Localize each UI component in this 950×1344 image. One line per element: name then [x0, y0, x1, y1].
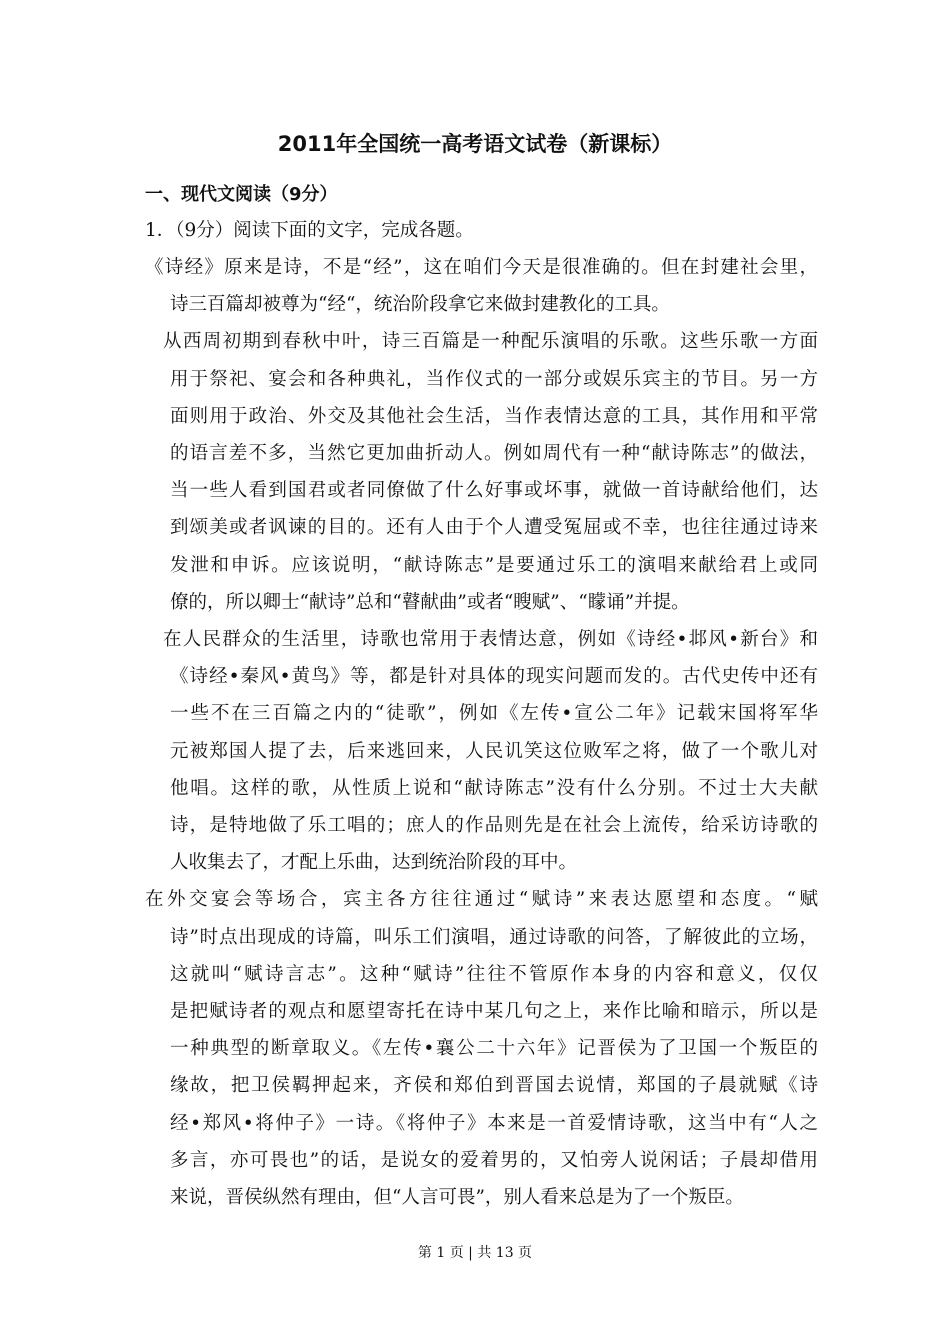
passage-line: 发泄和申诉。应该说明，“献诗陈志”是要通过乐工的演唱来献给君上或同	[170, 554, 818, 576]
passage-line: 僚的，所以卿士“献诗”总和“瞽献曲”或者“瞍赋”、“矇诵”并提。	[170, 591, 690, 613]
question-prompt: 1．（9分）阅读下面的文字，完成各题。	[145, 220, 474, 241]
passage-line: 诗，是特地做了乐工唱的；庶人的作品则先是在社会上流传，给采访诗歌的	[170, 815, 818, 836]
passage-line: 来说，晋侯纵然有理由，但“人言可畏”，别人看来总是为了一个叛臣。	[170, 1187, 744, 1208]
passage-line: 到颂美或者讽谏的目的。还有人由于个人遭受冤屈或不幸，也往往通过诗来	[170, 517, 818, 539]
passage-line: 用于祭祀、宴会和各种典礼，当作仪式的一部分或娱乐宾主的节目。另一方	[170, 368, 818, 390]
passage-line: 一些不在三百篇之内的“徒歌”，例如《左传•宣公二年》记载宋国将军华	[170, 703, 818, 725]
passage-line: 在外交宴会等场合，宾主各方往往通过“赋诗”来表达愿望和态度。“赋	[145, 889, 818, 911]
passage-line: 这就叫“赋诗言志”。这种“赋诗”往往不管原作本身的内容和意义，仅仅	[170, 963, 818, 985]
passage-line: 当一些人看到国君或者同僚做了什么好事或坏事，就做一首诗献给他们，达	[170, 480, 818, 502]
passage-line: 诗”时点出现成的诗篇，叫乐工们演唱，通过诗歌的问答，了解彼此的立场，	[170, 926, 818, 948]
passage-line: 一种典型的断章取义。《左传•襄公二十六年》记晋侯为了卫国一个叛臣的	[170, 1038, 818, 1060]
passage-line: 经•郑风•将仲子》一诗。《将仲子》本来是一首爱情诗歌，这当中有“人之	[170, 1112, 818, 1134]
passage-line: 诗三百篇却被尊为“经“，统治阶段拿它来做封建教化的工具。	[170, 294, 670, 316]
passage-line: 元被郑国人提了去，后来逃回来，人民讥笑这位败军之将，做了一个歌儿对	[170, 740, 818, 762]
passage-line: 多言，亦可畏也”的话，是说女的爱着男的，又怕旁人说闲话；子晨却借用	[170, 1149, 818, 1171]
passage-line: 面则用于政治、外交及其他社会生活，当作表情达意的工具，其作用和平常	[170, 405, 818, 427]
section-heading: 一、现代文阅读（9分）	[145, 184, 338, 205]
passage-line: 在人民群众的生活里，诗歌也常用于表情达意，例如《诗经•邶风•新台》和	[163, 629, 818, 650]
passage-line: 《诗经》原来是诗，不是“经”，这在咱们今天是很准确的。但在封建社会里，	[145, 257, 818, 278]
page-footer: 第 1 页 | 共 13 页	[417, 1245, 533, 1261]
passage-line: 是把赋诗者的观点和愿望寄托在诗中某几句之上，来作比喻和暗示，所以是	[170, 1001, 818, 1022]
page-title: 2011年全国统一高考语文试卷（新课标）	[277, 132, 673, 156]
passage-line: 他唱。这样的歌，从性质上说和“献诗陈志”没有什么分别。不过士大夫献	[170, 777, 818, 799]
passage-line: 的语言差不多，当然它更加曲折动人。例如周代有一种“献诗陈志”的做法，	[170, 443, 818, 464]
passage-line: 《诗经•秦风•黄鸟》等，都是针对具体的现实问题而发的。古代史传中还有	[170, 666, 818, 688]
passage-line: 人收集去了，才配上乐曲，达到统治阶段的耳中。	[170, 852, 578, 874]
passage-line: 从西周初期到春秋中叶，诗三百篇是一种配乐演唱的乐歌。这些乐歌一方面	[163, 331, 818, 353]
passage-line: 缘故，把卫侯羁押起来，齐侯和郑伯到晋国去说情，郑国的子晨就赋《诗	[170, 1075, 818, 1097]
